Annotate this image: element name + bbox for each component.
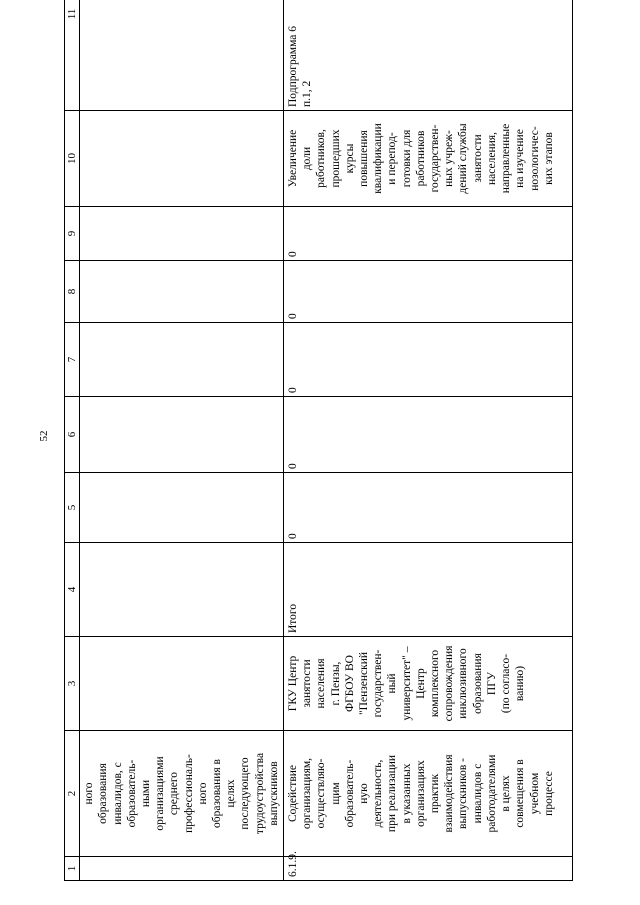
header-col-6: 6 [65,397,80,473]
value-cell-9 [80,207,284,261]
page-number: 52 [38,430,50,442]
rotated-table-container [64,8,567,881]
measure-cell: Содействие организациям, осуществляю- щим образователь- ную деятельность, при реализации в указанных организациях практик взаимодействия выпускников - инвалидов с работодателями в целях совмещения в учебном процессе [284,731,573,857]
value-cell-5: 0 [284,473,573,543]
table-row [284,0,573,881]
header-col-7: 7 [65,323,80,397]
header-col-2: 2 [65,731,80,857]
result-cell [80,111,284,207]
header-col-9: 9 [65,207,80,261]
value-cell-5 [80,473,284,543]
value-cell-6: 0 [284,397,573,473]
value-cell-7: 0 [284,323,573,397]
executor-cell [80,637,284,731]
value-cell-7 [80,323,284,397]
measures-table [64,0,573,881]
value-cell-9: 0 [284,207,573,261]
header-col-3: 3 [65,637,80,731]
header-col-5: 5 [65,473,80,543]
header-col-11: 11 [65,0,80,111]
program-cell [80,0,284,111]
row-number-cell: 6.1.9. [284,857,573,881]
value-cell-6 [80,397,284,473]
header-col-8: 8 [65,261,80,323]
table-row [80,0,284,881]
value-cell-8: 0 [284,261,573,323]
header-col-10: 10 [65,111,80,207]
header-col-1: 1 [65,857,80,881]
result-cell: Увеличение доли работников, прошедших курсы повышения квалификации и перепод- готовки для работников государствен- ных учреж- дений службы занятости населения, направленные на изучение нозологичес- ких этапов [284,111,573,207]
value-cell-8 [80,261,284,323]
header-row [65,0,80,881]
row-number-cell [80,857,284,881]
measure-cell: ного образования инвалидов, с образователь- ными организациями среднего профессиональ- ного образования в целях последующего трудоустройства выпускников [80,731,284,857]
source-cell [80,543,284,637]
program-cell: Подпрограмма 6 п.1, 2 [284,0,573,111]
executor-cell: ГКУ Центр занятости населения г. Пензы, ФГБОУ ВО "Пензенский государствен- ный университет" – Центр комплексного сопровождения инклюзивного образования ПГУ (по согласо- ванию) [284,637,573,731]
source-cell: Итого [284,543,573,637]
header-col-4: 4 [65,543,80,637]
